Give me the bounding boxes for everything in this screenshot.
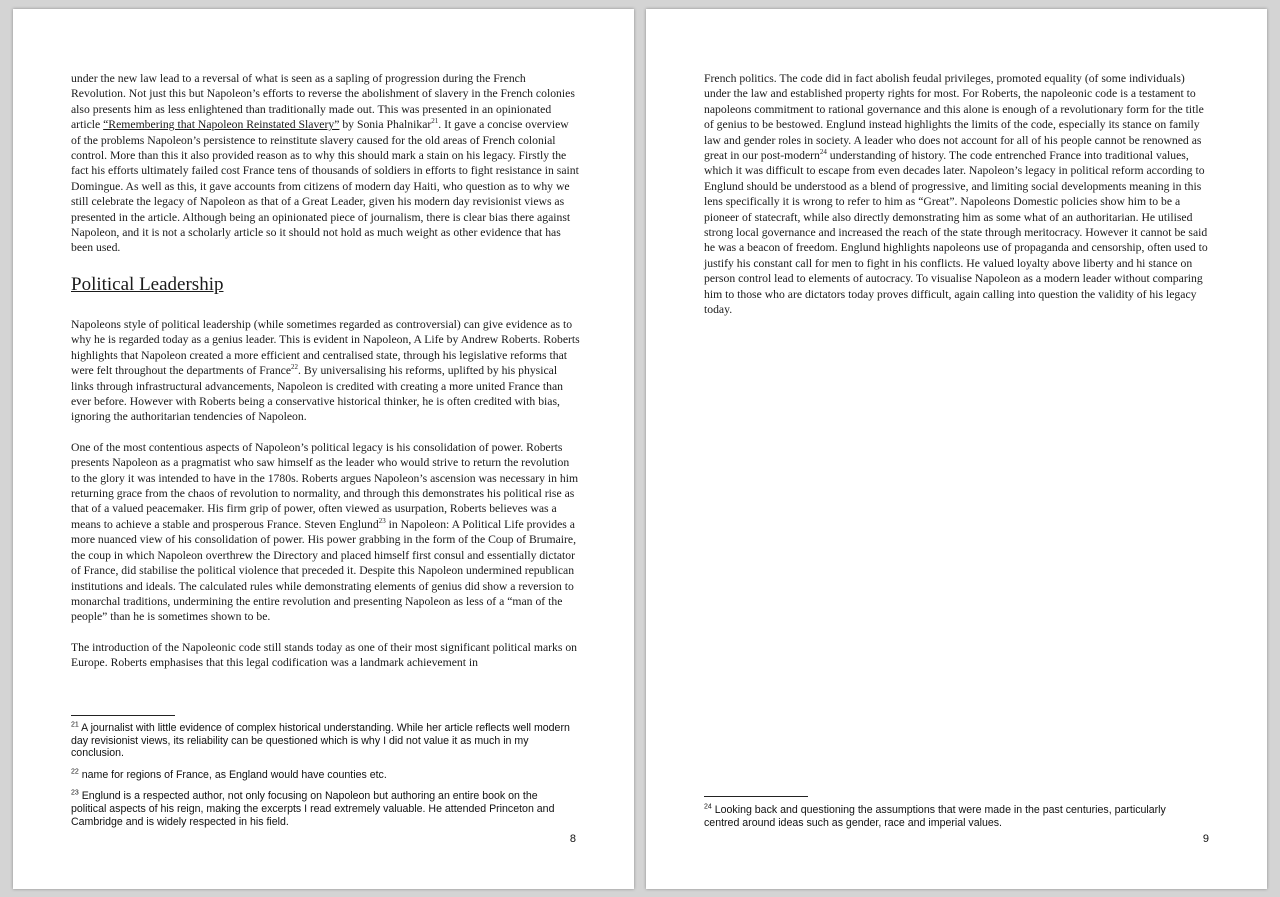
text-segment: One of the most contentious aspects of Napoleon’s political legacy is his consolidation of power. Roberts presents Napoleon as a pragmatist who saw himself as the leader who would strive to return the revolution to the glory it was intended to have in the 1780s. Roberts argues Napoleon’s ascension was necessary in him returning grace from the chaos of revolution to normality, and through this demonstrates his political rise as that of a valued peacemaker. His firm grip of power, often viewed as usurpation, Roberts believes was a means to achieve a stable and prosperous France. Steven Englund (71, 440, 579, 531)
footnote-ref-22[interactable]: 22 (291, 363, 299, 372)
paragraph-code: The introduction of the Napoleonic code still stands today as one of their most significant political marks on Europe. Roberts emphasises that this legal codification was a landmark achievement in (71, 640, 578, 670)
body-text-top (704, 71, 1210, 318)
text-segment: . By universalising his reforms, uplifted by his physical links through infrastructural advancements, Napoleon is credited with creating a more united France than ever before. However with Roberts being a conservative historical thinker, he is often credited with bias, ignoring the authoritarian tendencies of Napoleon. (71, 364, 564, 424)
footnote-24 (704, 804, 1204, 829)
footnote-21 (71, 722, 571, 760)
text-segment: Napoleons style of political leadership (while sometimes regarded as controversial) can give evidence as to why he is regarded today as a genius leader. This is evident in Napoleon, A Life by Andrew Roberts. Roberts highlights that Napoleon created a more efficient and centralised state, through his legislative reforms that were felt throughout the departments of France (71, 318, 580, 378)
page-number: 8 (569, 833, 576, 845)
page-number: 9 (1202, 833, 1209, 845)
text-segment: French politics. The code did in fact abolish feudal privileges, promoted equality (of some individuals) under the law and established property rights for most. For Roberts, the napoleonic code is a testament to napoleons commitment to rational governance and this alone is enough of a revolutionary form for the title of genius to be bestowed. Englund instead highlights the limits of the code, especially its stance on family law and gender roles in society. A leader who does not account for all of his people cannot be renowned as great in our post-modern (704, 72, 1204, 163)
footnotes (704, 804, 1204, 838)
body-text-top (71, 71, 581, 256)
footnote-ref-23[interactable]: 23 (378, 516, 386, 525)
footnote-22 (71, 769, 571, 782)
footnote-text: Englund is a respected author, not only focusing on Napoleon but authoring an entire book on the political aspects of his reign, making the excerpts I read extremely valuable. He attended Princeton and Cambridge and is widely respected in his field. (71, 790, 555, 828)
footnote-number: 21 (71, 721, 79, 729)
paragraph-leadership (71, 317, 581, 425)
article-link[interactable]: “Remembering that Napoleon Reinstated Slavery” (103, 118, 340, 132)
footnote-divider (71, 715, 175, 716)
footnote-number: 23 (71, 789, 79, 797)
footnote-text: name for regions of France, as England would have counties etc. (78, 768, 387, 781)
footnote-text: Looking back and questioning the assumptions that were made in the past centuries, particularly centred around ideas such as gender, race and imperial values. (704, 804, 1166, 829)
footnote-number: 24 (704, 803, 712, 811)
footnote-ref-21[interactable]: 21 (431, 117, 439, 126)
page-9 (646, 9, 1267, 889)
footnote-ref-24[interactable]: 24 (819, 148, 827, 157)
text-segment: in Napoleon: A Political Life provides a more nuanced view of his consolidation of power. His power grabbing in the form of the Coup of Brumaire, the coup in which Napoleon overthrew the Directory and placed himself first consul and essentially dictator of France, did stabilise the political violence that preceded it. Despite this Napoleon undermined republican institutions and ideals. The calculated rules while demonstrating elements of genius did show a reversion to monarchal traditions, undermining the entire revolution and presenting Napoleon as less of a “man of the people” than he is sometimes shown to be. (71, 517, 577, 624)
footnote-23 (71, 790, 571, 828)
text-segment: by Sonia Phalnikar (339, 118, 432, 132)
paragraph-power (71, 440, 581, 625)
paragraph-code-continued (704, 71, 1210, 318)
text-segment: understanding of history. The code entrenched France into traditional values, which it was difficult to escape from even decades later. Napoleon’s legacy in political reform according to Englund should be understood as a blend of progressive, and limiting social developments meaning in this lens specifically it is wrong to refer to him as “Great”. Napoleons Domestic policies show him to be a pioneer of statecraft, while also directly demonstrating him as some what of an authoritarian. He utilised strong local governance and increased the reach of the state through meritocracy. However it cannot be said he was a beacon of freedom. Englund highlights napoleons use of propaganda and censorship, often used to justify his constant call for men to fight in his conflicts. He valued loyalty above liberty and hi stance on person control lead to elements of autocracy. To visualise Napoleon as a modern leader without comparing him to those who are dictators today proves difficult, again calling into question the validity of his legacy today. (704, 149, 1208, 317)
section-heading: Political Leadership (71, 274, 224, 295)
page-8 (13, 9, 634, 889)
text-segment: . It gave a concise overview of the problems Napoleon’s persistence to reinstitute slavery caused for the old areas of French colonial control. More than this it also provided reason as to why this should mark a stain on his legacy. Firstly the fact his efforts ultimately failed cost France tens of thousands of soldiers in efforts to fight resistance in saint Domingue. As well as this, it gave accounts from citizens of modern day Haiti, who question as to why we still celebrate the legacy of Napoleon as that of a Great Leader, given his modern day revisionist views as presented in the article. Although being an opinionated piece of journalism, there is clear bias there against Napoleon, and it is not a scholarly article so it should not hold as much weight as other evidence that has been used. (71, 118, 579, 255)
footnote-divider (704, 796, 808, 797)
footnotes (71, 722, 571, 837)
text-segment: under the new law lead to a reversal of what is seen as a sapling of progression during the French Revolution. Not just this but Napoleon’s efforts to reverse the abolishment of slavery in the French colonies also presents him as less enlightened than traditionally made out. This was presented in an opinionated article (71, 72, 575, 132)
paragraph-slavery (71, 71, 581, 256)
footnote-number: 22 (71, 768, 79, 776)
body-text-bottom (71, 317, 581, 671)
footnote-text: A journalist with little evidence of complex historical understanding. While her article reflects well modern day revisionist views, its reliability can be questioned which is why I did not value it as much in my conclusion. (71, 722, 570, 760)
